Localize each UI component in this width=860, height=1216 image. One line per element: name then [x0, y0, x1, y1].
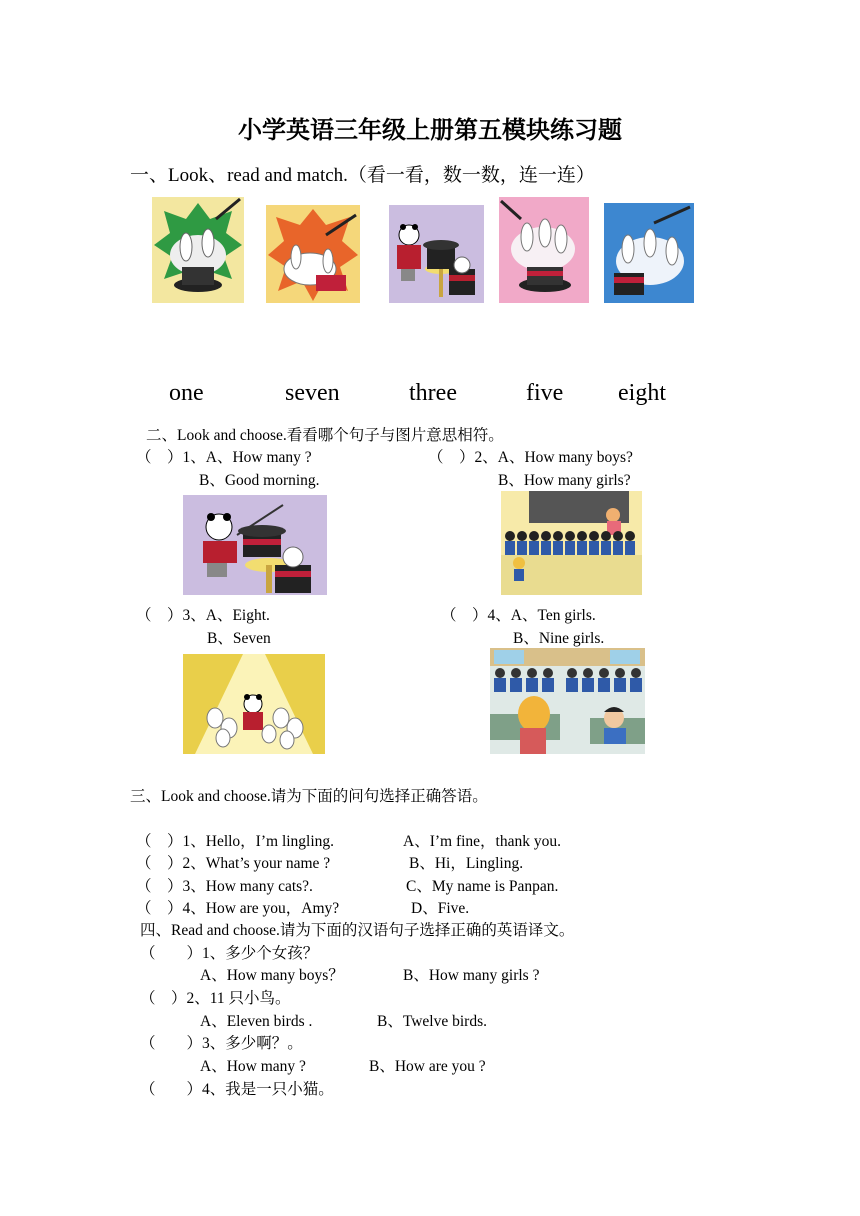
picture-q4-classroom [490, 648, 645, 754]
section1-heading: 一、Look、read and match.（看一看，数一数，连一连） [130, 165, 595, 186]
s3-q4: （ ）4、How are you，Amy? [136, 900, 340, 917]
s3-q3: （ ）3、How many cats?. [136, 878, 313, 895]
section2-heading: 二、Look and choose.看看哪个句子与图片意思相符。 [146, 427, 504, 444]
s4-q1-b: B、How many girls ? [403, 967, 540, 984]
s4-q3: （ ）3、多少啊？。 [140, 1035, 303, 1052]
word-eight: eight [618, 380, 666, 406]
s4-q2-a: A、Eleven birds . [200, 1013, 313, 1030]
section3-heading: 三、Look and choose.请为下面的问句选择正确答语。 [130, 788, 488, 805]
s3-a4: D、Five. [411, 900, 470, 917]
s4-q3-a: A、How many ? [200, 1058, 306, 1075]
s2-q3-b: B、Seven [207, 630, 271, 647]
s3-q1: （ ）1、Hello，I’m lingling. [136, 833, 335, 850]
s2-q4-b: B、Nine girls. [513, 630, 605, 647]
s2-q4: （ ）4、A、Ten girls. [441, 607, 596, 624]
s2-q2: （ ）2、A、How many boys? [428, 449, 633, 466]
word-one: one [169, 380, 204, 406]
s3-a2: B、Hi，Lingling. [409, 855, 524, 872]
picture-q2-classroom [501, 491, 642, 595]
s2-q1-b: B、Good morning. [199, 472, 320, 489]
picture-q1-panda [183, 495, 327, 595]
s4-q2: （ ）2、11 只小鸟。 [140, 990, 291, 1007]
s3-a3: C、My name is Panpan. [406, 878, 559, 895]
s2-q2-b: B、How many girls? [498, 472, 631, 489]
word-seven: seven [285, 380, 340, 406]
picture-rabbits-green [152, 197, 244, 303]
picture-rabbits-blue [604, 203, 694, 303]
s4-q2-b: B、Twelve birds. [377, 1013, 487, 1030]
s3-a1: A、I’m fine，thank you. [403, 833, 561, 850]
s4-q3-b: B、How are you ? [369, 1058, 486, 1075]
picture-q3-spotlight [183, 654, 325, 754]
s2-q3: （ ）3、A、Eight. [136, 607, 270, 624]
s4-q1-a: A、How many boys？ [200, 967, 344, 984]
s2-q1: （ ）1、A、How many ? [136, 449, 312, 466]
s4-q1: （ ）1、多少个女孩？ [140, 945, 319, 962]
word-three: three [409, 380, 457, 406]
section4-heading: 四、Read and choose.请为下面的汉语句子选择正确的英语译文。 [140, 922, 575, 939]
picture-rabbits-orange [266, 205, 360, 303]
word-five: five [526, 380, 564, 406]
page-title: 小学英语三年级上册第五模块练习题 [238, 116, 622, 144]
picture-panda-magician [389, 205, 484, 303]
s3-q2: （ ）2、What’s your name ? [136, 855, 331, 872]
s4-q4: （ ）4、我是一只小猫。 [140, 1081, 334, 1098]
picture-rabbits-pink [499, 197, 589, 303]
